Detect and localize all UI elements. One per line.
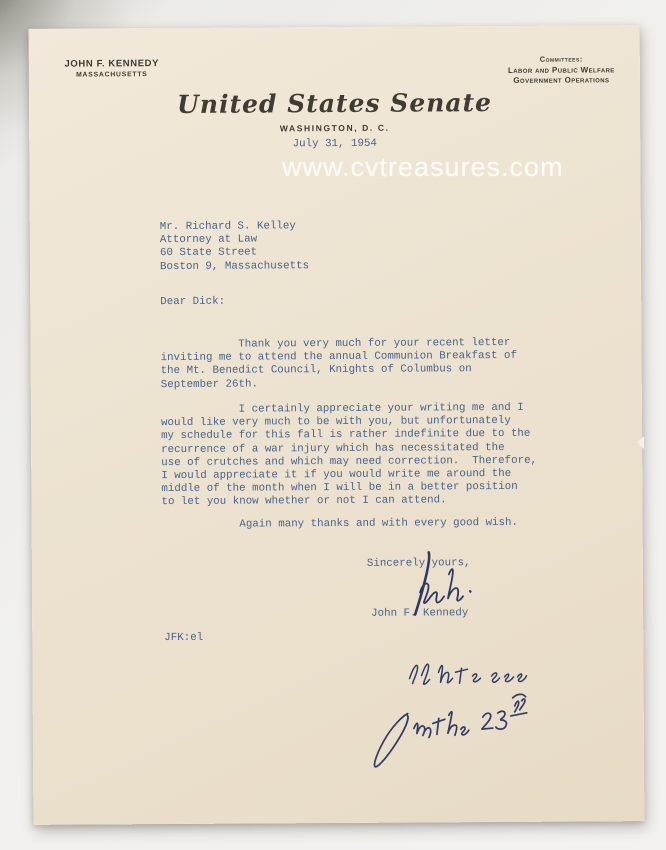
senate-masthead: United States Senate xyxy=(176,88,493,119)
paper-tear-notch xyxy=(637,436,644,449)
letterhead-committees-block xyxy=(474,54,649,85)
letter-paper xyxy=(29,25,645,825)
body-paragraph-1: Thank you very much for your recent letter inviting me to attend the annual Communion Breakfast of the Mt. Benedict Council, Knights of Columbus on September 26th. xyxy=(160,336,517,391)
closing-line: Again many thanks and with every good wish. xyxy=(161,516,518,532)
committee-item: Government Operations xyxy=(513,75,610,85)
recipient-line: Boston 9, Massachusetts xyxy=(159,259,310,273)
sender-state: MASSACHUSETTS xyxy=(76,71,148,79)
recipient-line: Mr. Richard S. Kelley xyxy=(159,220,296,234)
typed-signature-name: John F. Kennedy xyxy=(371,607,469,620)
body-paragraph-2: I certainly appreciate your writing me and I would like very much to be with you, but unfortunately my schedule for this fall is rather indefinite due to the recurrence of a war injury which has necessitated the use of crutches and which may need correction. Therefore, I would appreciate it if you would write me around the middle of the month when I will be in a better position to let you know whether or not I can attend. xyxy=(160,401,538,509)
handwritten-note-ink-2 xyxy=(374,694,527,767)
handwritten-note-ink xyxy=(409,664,526,685)
sender-name: JOHN F. KENNEDY xyxy=(64,58,160,70)
committee-item: Labor and Public Welfare xyxy=(507,64,615,75)
committees-title: Committees: xyxy=(539,54,583,64)
reference-initials: JFK:el xyxy=(164,631,204,645)
masthead-city: WASHINGTON, D. C. xyxy=(279,122,390,134)
letter-date: July 31, 1954 xyxy=(292,137,377,151)
letterhead-sender-block xyxy=(37,58,187,79)
recipient-line: 60 State Street xyxy=(159,246,258,260)
salutation: Dear Dick: xyxy=(160,295,226,309)
dealer-watermark: www.cvtreasures.com xyxy=(282,152,564,182)
valediction: Sincerely yours, xyxy=(366,557,471,570)
recipient-address-block xyxy=(160,220,309,274)
recipient-line: Attorney at Law xyxy=(159,233,258,247)
